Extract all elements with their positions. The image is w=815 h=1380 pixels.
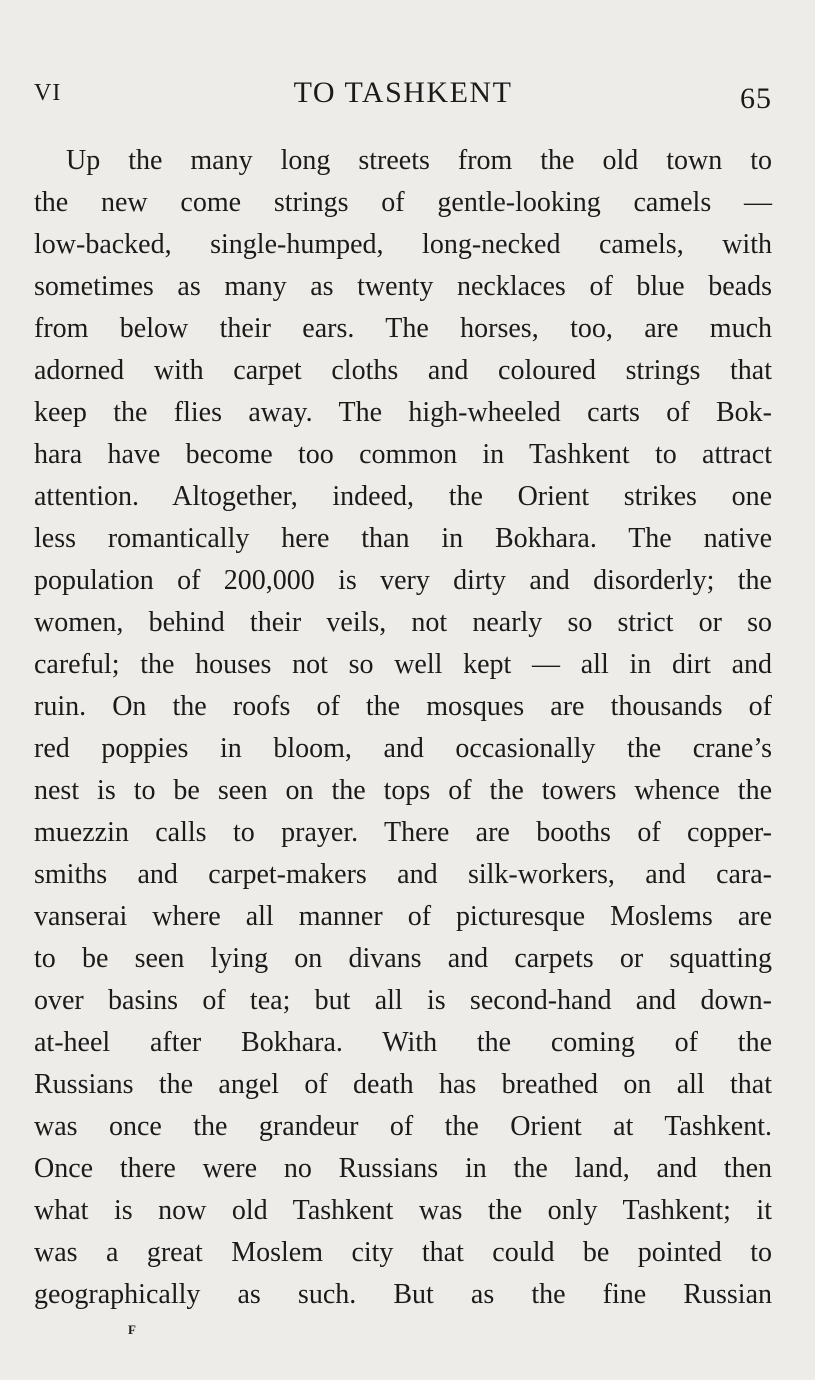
text-line: careful; the houses not so well kept — all in dirt and	[34, 649, 772, 680]
text-line: from below their ears. The horses, too, are much	[34, 313, 772, 344]
text-line: the new come strings of gentle-looking camels —	[34, 187, 772, 218]
running-title: TO TASHKENT	[293, 76, 513, 109]
text-line: Once there were no Russians in the land, and then	[34, 1153, 772, 1184]
text-line: attention. Altogether, indeed, the Orient strikes one	[34, 481, 772, 512]
running-head	[34, 76, 772, 116]
text-line: keep the flies away. The high-wheeled carts of Bok-	[34, 397, 772, 428]
text-line: women, behind their veils, not nearly so strict or so	[34, 607, 772, 638]
text-line: smiths and carpet-makers and silk-workers, and cara-	[34, 859, 772, 890]
text-line: sometimes as many as twenty necklaces of blue beads	[34, 271, 772, 302]
text-line: hara have become too common in Tashkent to attract	[34, 439, 772, 470]
body-paragraph	[34, 140, 772, 1316]
text-line: adorned with carpet cloths and coloured strings that	[34, 355, 772, 386]
chapter-numeral: VI	[34, 80, 62, 106]
text-line: population of 200,000 is very dirty and disorderly; the	[34, 565, 772, 596]
text-line: Up the many long streets from the old town to	[66, 145, 772, 176]
text-line: red poppies in bloom, and occasionally the crane’s	[34, 733, 772, 764]
text-line: less romantically here than in Bokhara. The native	[34, 523, 772, 554]
text-line: muezzin calls to prayer. There are booths of copper-	[34, 817, 772, 848]
text-line: what is now old Tashkent was the only Tashkent; it	[34, 1195, 772, 1226]
text-line: geographically as such. But as the fine Russian	[34, 1279, 772, 1310]
text-line: low-backed, single-humped, long-necked camels, with	[34, 229, 772, 260]
text-line: was a great Moslem city that could be pointed to	[34, 1237, 772, 1268]
text-line: to be seen lying on divans and carpets or squatting	[34, 943, 772, 974]
text-line: at-heel after Bokhara. With the coming of the	[34, 1027, 772, 1058]
signature-mark: F	[128, 1322, 137, 1337]
text-line: over basins of tea; but all is second-hand and down-	[34, 985, 772, 1016]
text-line: nest is to be seen on the tops of the towers whence the	[34, 775, 772, 806]
text-line: ruin. On the roofs of the mosques are thousands of	[34, 691, 772, 722]
text-line: vanserai where all manner of picturesque Moslems are	[34, 901, 772, 932]
text-line: Russians the angel of death has breathed on all that	[34, 1069, 772, 1100]
text-line: was once the grandeur of the Orient at Tashkent.	[34, 1111, 772, 1142]
page-number: 65	[740, 82, 772, 115]
